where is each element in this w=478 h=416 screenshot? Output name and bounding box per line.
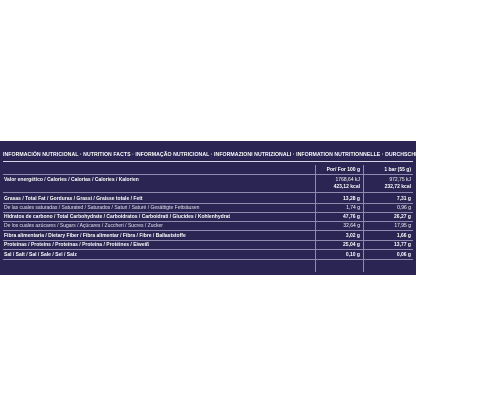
row-energy-kj-per-100g: 1768,64 kJ [335,177,360,183]
row-sugars-per-bar: 17,95 g [394,223,411,229]
row-energy-kj-per-bar: 972,75 kJ [389,177,411,183]
row-label-fat: Grasas / Total Fat / Gorduras / Grassi / Graisse totale / Fett [4,196,143,202]
row-salt-per-bar: 0,06 g [396,252,411,258]
row-label-fiber: Fibra alimentaria / Dietary Fiber / Fibra alimentar / Fibra / Fibre / Ballaststoffe [4,233,186,239]
row-label-proteins: Proteínas / Proteins / Proteínas / Proteina / Protéines / Eiweiß [4,242,150,248]
row-proteins-per-100g: 25,04 g [343,242,360,248]
row-energy-kcal-per-100g: 423,12 kcal [333,184,360,190]
nutrition-table-title: INFORMACIÓN NUTRICIONAL · NUTRITION FACTS · INFORMAÇÃO NUTRICIONAL · INFORMAZIONI NUTRIZIONALI · INFORMATION NUTRITIONNELLE · DURCHSCHNITTLICHE NÄHRWERTE [3,152,478,158]
column-header-per-100g: Por/ For 100 g [326,167,360,173]
title-divider [3,161,413,162]
column-header-per-bar: 1 bar (55 g) [384,167,411,173]
row-sugars-per-100g: 32,64 g [343,223,360,229]
header-divider [3,174,413,175]
row-label-salt: Sal / Salt / Sal / Sale / Sel / Salz [4,252,77,258]
row-divider [3,192,413,193]
row-divider [3,240,413,241]
column-divider-1 [315,165,316,272]
row-label-energy: Valor energético / Calories / Calorias / Calories / Kalorien [4,177,139,183]
row-fiber-per-100g: 3,02 g [345,233,360,239]
row-saturated-per-bar: 0,96 g [397,205,411,211]
row-fat-per-bar: 7,31 g [396,196,411,202]
row-fiber-per-bar: 1,66 g [396,233,411,239]
column-divider-2 [363,165,364,272]
row-divider [3,221,413,222]
row-carbohydrates-per-bar: 26,27 g [394,214,411,220]
row-divider [3,203,413,204]
row-label-carbohydrates: Hidratos de carbono / Total Carbohydrate / Carboidratos / Carboidrati / Glucides / Kohlenhydrat [4,214,231,220]
row-energy-kcal-per-bar: 232,72 kcal [384,184,411,190]
nutrition-facts-panel [0,141,478,275]
row-fat-per-100g: 13,28 g [343,196,360,202]
row-saturated-per-100g: 1,74 g [346,205,360,211]
row-divider [3,249,413,250]
row-salt-per-100g: 0,10 g [345,252,360,258]
row-label-saturated: De las cuales saturadas / Saturated / Saturados / Saturi / Saturé / Gesättigte Fettsäusen [4,205,200,211]
row-label-sugars: De los cuales azúcares / Sugars / Açúcares / Zuccheri / Sucres / Zucker [4,223,163,229]
row-proteins-per-bar: 13,77 g [394,242,411,248]
row-carbohydrates-per-100g: 47,76 g [343,214,360,220]
row-divider [3,259,413,260]
row-divider [3,230,413,231]
row-divider [3,212,413,213]
